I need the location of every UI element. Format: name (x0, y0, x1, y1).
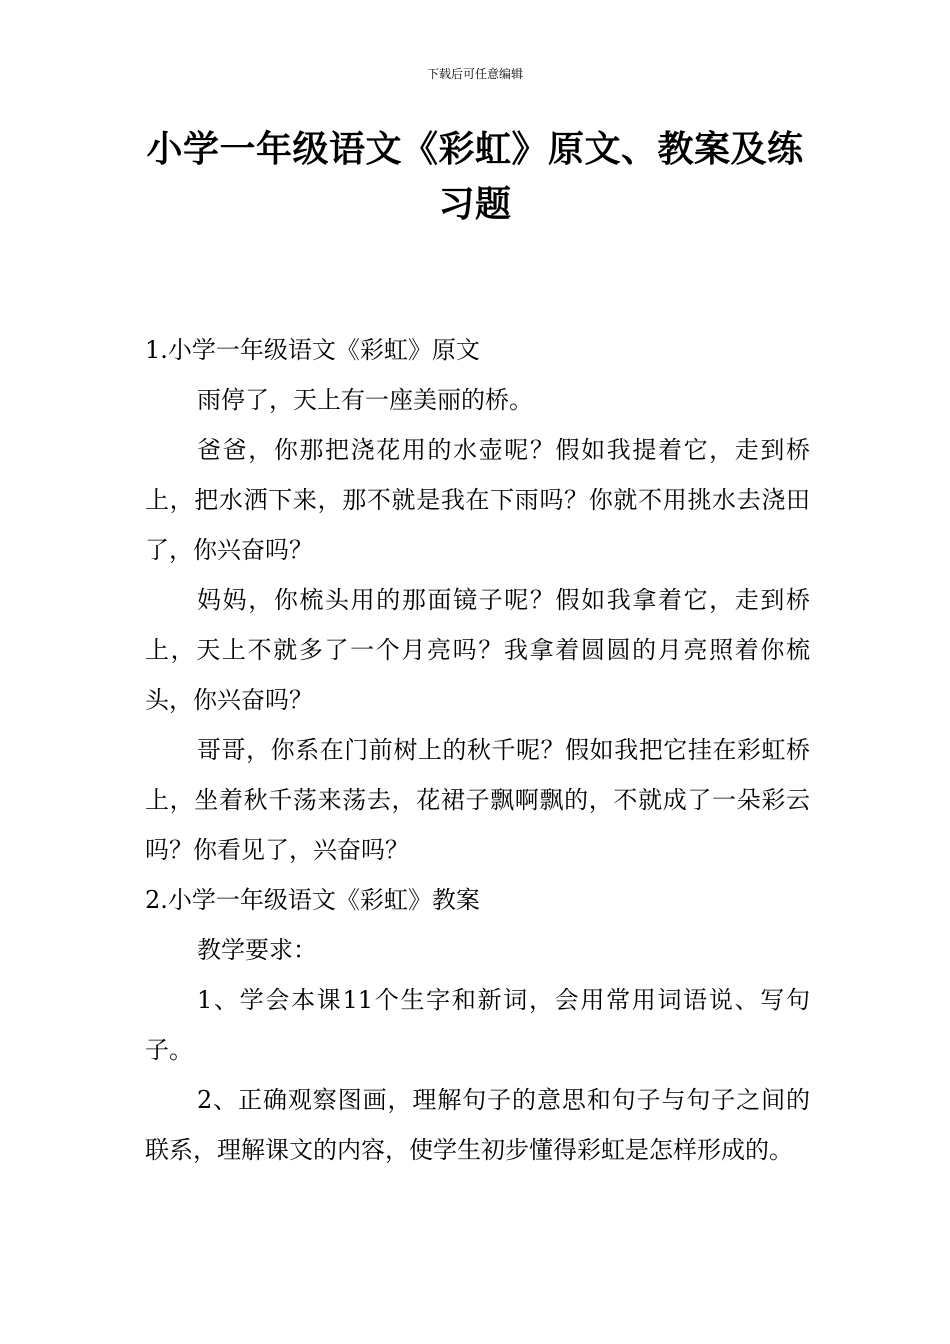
paragraph: 爸爸，你那把浇花用的水壶呢？假如我提着它，走到桥上，把水洒下来，那不就是我在下雨吗？你就不用挑水去浇田了，你兴奋吗？ (145, 436, 810, 564)
paragraph: 1、学会本课11个生字和新词，会用常用词语说、写句子。 (145, 986, 810, 1064)
document-title: 小学一年级语文《彩虹》原文、教案及练习题 (146, 129, 804, 225)
header-note: 下载后可任意编辑 (426, 67, 523, 81)
paragraph: 教学要求： (197, 936, 317, 964)
section-heading-lesson-plan: 2.小学一年级语文《彩虹》教案 (145, 886, 480, 914)
paragraph: 雨停了，天上有一座美丽的桥。 (197, 386, 533, 414)
paragraph: 妈妈，你梳头用的那面镜子呢？假如我拿着它，走到桥上，天上不就多了一个月亮吗？我拿着圆圆的月亮照着你梳头，你兴奋吗？ (145, 586, 810, 714)
paragraph: 2、正确观察图画，理解句子的意思和句子与句子之间的联系，理解课文的内容，使学生初步懂得彩虹是怎样形成的。 (145, 1086, 810, 1164)
paragraph: 哥哥，你系在门前树上的秋千呢？假如我把它挂在彩虹桥上，坐着秋千荡来荡去，花裙子飘啊飘的，不就成了一朵彩云吗？你看见了，兴奋吗？ (145, 736, 810, 864)
section-heading-original-text: 1.小学一年级语文《彩虹》原文 (145, 336, 480, 364)
document-body (145, 325, 810, 1175)
